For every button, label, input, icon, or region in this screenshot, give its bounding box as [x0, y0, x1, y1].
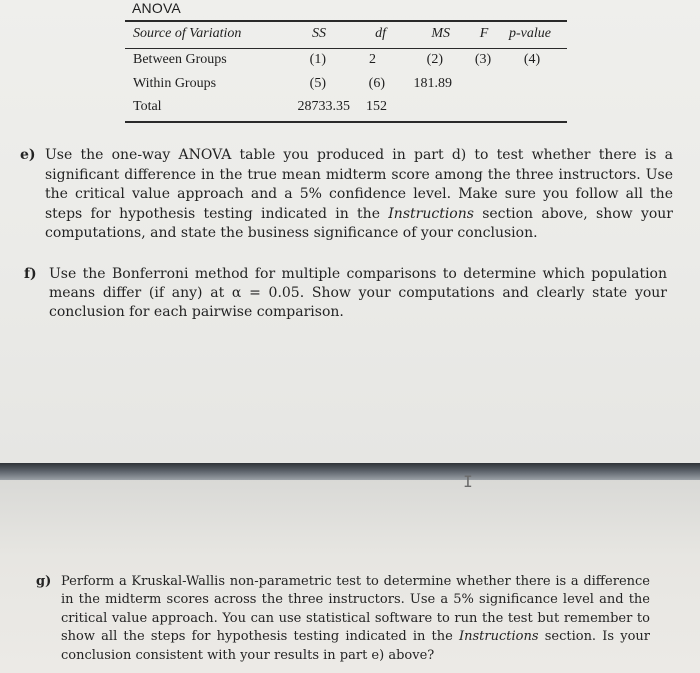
row-ms: (2) [426, 52, 443, 67]
anova-title: ANOVA [132, 0, 181, 16]
row-f: (3) [474, 52, 492, 67]
row-ss: (1) [309, 52, 326, 67]
question-f-label: f) [24, 266, 37, 282]
header-ss: SS [312, 26, 326, 41]
row-source: Between Groups [133, 52, 227, 67]
question-e-text-part: section above, show your computations, and state the business significance of your conclusion. [45, 205, 673, 242]
question-e-text-italic: Instructions [388, 205, 474, 222]
page-divider-shadow [0, 463, 700, 480]
row-df: (6) [368, 76, 385, 91]
question-g-label: g) [36, 574, 52, 589]
table-header-rule [125, 48, 567, 49]
row-ss: 28733.35 [297, 99, 350, 114]
header-pvalue: p-value [509, 26, 551, 41]
row-source: Within Groups [133, 76, 217, 91]
question-f-text: Use the Bonferroni method for multiple comparisons to determine which population means differ (if any) at α = 0.05. Show your computations and clearly state your conclusion for each pairwise comparison. [49, 266, 667, 320]
question-e-label: e) [20, 147, 36, 163]
question-e-text-part: Use the one-way ANOVA table you produced in part d) to test whether there is a significant difference in the true mean midterm score among the three instructors. Use the critical value approach and a 5% confidence level. Make sure you follow all the steps for hypothesis testing indicated in the [45, 147, 673, 222]
question-g-text-italic: Instructions [459, 629, 539, 645]
question-g-text-part: Perform a Kruskal-Wallis non-parametric test to determine whether there is a difference in the midterm scores across the three instructors. Use a 5% significance level and the critical value approach. You can use statistical software to run the test but remember to show all the steps for hypothesis testing indicated in the [61, 574, 650, 645]
table-bottom-rule [125, 121, 567, 123]
header-df: df [375, 26, 386, 41]
row-ss: (5) [309, 76, 326, 91]
row-source: Total [133, 99, 162, 114]
row-pvalue: (4) [523, 52, 541, 67]
row-ms: 181.89 [413, 76, 452, 91]
header-source: Source of Variation [133, 26, 242, 41]
header-ms: MS [431, 26, 450, 41]
question-g-text [61, 573, 650, 665]
text-cursor-icon: I [463, 472, 473, 491]
table-top-rule [125, 20, 567, 22]
header-f: F [479, 26, 489, 41]
question-e-text [45, 146, 673, 244]
question-g-text-part: section. Is your conclusion consistent with your results in part e) above? [61, 629, 650, 663]
row-df: 2 [369, 52, 376, 67]
row-df: 152 [366, 99, 387, 114]
